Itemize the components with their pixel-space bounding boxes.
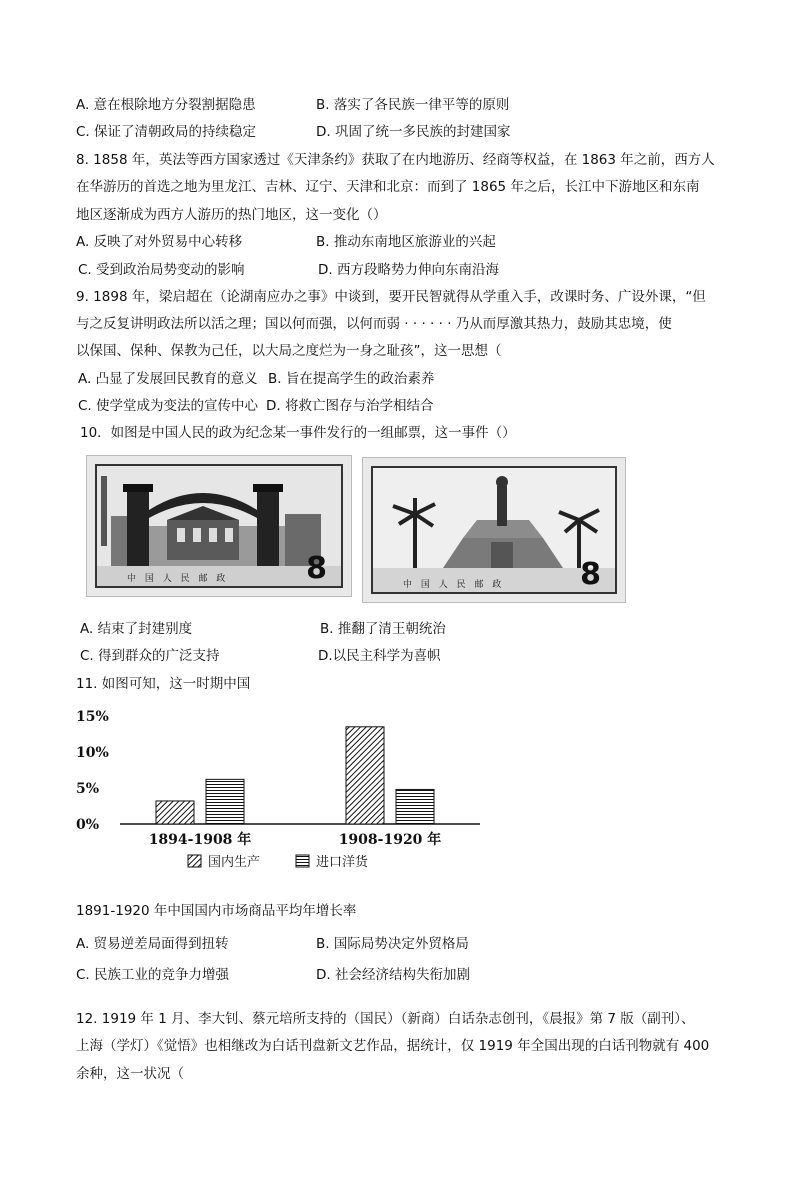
q9-stem-line2: 与之反复讲明政法所以活之理；国以何而强，以何而弱 · · · · · · 乃从而厚激其热力，鼓励其忠境，使	[76, 316, 672, 332]
q9-stem-line1: 9. 1898 年，梁启超在（论湖南应办之事》中谈到，要开民智就得从学重入手，改课时务、广设外课，“但	[76, 289, 706, 305]
x-category-label: 1894-1908 年	[148, 832, 252, 848]
q7-option-c: C. 保证了清朝政局的持续稳定	[76, 124, 257, 140]
q11-option-a: A. 贸易逆差局面得到扭转	[76, 936, 229, 952]
q11-option-c: C. 民族工业的竞争力增强	[76, 967, 230, 983]
q8-option-b: B. 推动东南地区旅游业的兴起	[316, 234, 496, 250]
q8-stem-line1: 8. 1858 年，英法等西方国家透过《天津条约》获取了在内地游历、经商等权益，在 1863 年之前，西方人	[76, 152, 715, 168]
stamp-value: 8	[306, 551, 327, 586]
q8-option-a: A. 反映了对外贸易中心转移	[76, 234, 243, 250]
q11-option-d: D. 社会经济结构失衔加剧	[316, 967, 470, 983]
q7-option-b: B. 落实了各民族一律平等的原则	[316, 97, 510, 113]
q10-option-c: C. 得到群众的广泛支持	[80, 648, 220, 664]
y-tick-label: 10%	[76, 745, 109, 761]
q10-option-d: D.以民主科学为喜帜	[318, 648, 441, 664]
q8-option-c: C. 受到政治局势变动的影响	[78, 262, 245, 278]
bar-imported-1	[206, 779, 244, 824]
legend-swatch-imported	[296, 855, 309, 867]
q8-stem-line3: 地区逐渐成为西方人游历的热门地区，这一变化（）	[76, 207, 387, 223]
q8-stem-line2: 在华游历的首选之地为里龙江、吉林、辽宁、天津和北京：而到了 1865 年之后，长江中下游地区和东南	[76, 179, 700, 195]
y-tick-label: 15%	[76, 709, 109, 725]
q12-stem-line3: 余种，这一状况（	[76, 1066, 184, 1082]
legend-label-imported: 进口洋货	[316, 855, 369, 870]
q10-stem: 10．如图是中国人民的政为纪念某一事件发行的一组邮票，这一事件（）	[80, 425, 516, 441]
q9-option-a: A. 凸显了发展回民教育的意义	[78, 371, 258, 387]
bar-imported-2	[396, 789, 434, 824]
stamp-country-text-2: 中 国 人 民 邮 政	[403, 580, 505, 590]
growth-rate-chart	[70, 700, 490, 880]
y-tick-label: 5%	[76, 781, 100, 797]
monument-illustration	[373, 468, 615, 592]
q10-option-a: A. 结束了封建别度	[80, 621, 193, 637]
y-tick-label: 0%	[76, 817, 100, 833]
legend-swatch-domestic	[188, 855, 201, 867]
bar-domestic-1	[156, 801, 194, 824]
q9-stem-line3: 以保国、保种、保教为己任，以大局之度烂为一身之耻孩”，这一思想（	[76, 343, 502, 359]
bar-domestic-2	[346, 727, 384, 824]
q11-option-b: B. 国际局势决定外贸格局	[316, 936, 469, 952]
stamp-monument	[362, 457, 626, 603]
q12-stem-line1: 12. 1919 年 1 月、李大钊、蔡元培所支持的（国民）（新商）白话杂志创刊，《晨报》第 7 版（副刊）、	[76, 1011, 695, 1027]
q7-option-d: D. 巩固了统一多民族的封建国家	[316, 124, 511, 140]
stamp-gateway	[86, 455, 352, 597]
x-category-label: 1908-1920 年	[338, 832, 442, 848]
q8-option-d: D. 西方段略势力伸向东南沿海	[318, 262, 499, 278]
gateway-illustration	[97, 466, 341, 586]
stamp-value-2: 8	[580, 557, 601, 592]
q10-option-b: B. 推翻了清王朝统治	[320, 621, 446, 637]
q9-option-b: B. 旨在提高学生的政治素养	[268, 371, 435, 387]
q7-option-a: A. 意在根除地方分裂割据隐患	[76, 97, 256, 113]
q9-option-c: C. 使学堂成为变法的宣传中心	[78, 398, 259, 414]
stamp-country-text: 中 国 人 民 邮 政	[127, 574, 229, 584]
q9-option-d: D. 将救亡图存与治学相结合	[266, 398, 434, 414]
legend-label-domestic: 国内生产	[208, 855, 261, 870]
q12-stem-line2: 上海（学灯）《觉悟》也相继改为白话刊盘新文艺作品，据统计，仅 1919 年全国出现的白话刊物就有 400	[76, 1038, 710, 1054]
q11-stem: 11. 如图可知，这一时期中国	[76, 676, 251, 692]
chart-caption: 1891-1920 年中国国内市场商品平均年增长率	[76, 903, 357, 919]
